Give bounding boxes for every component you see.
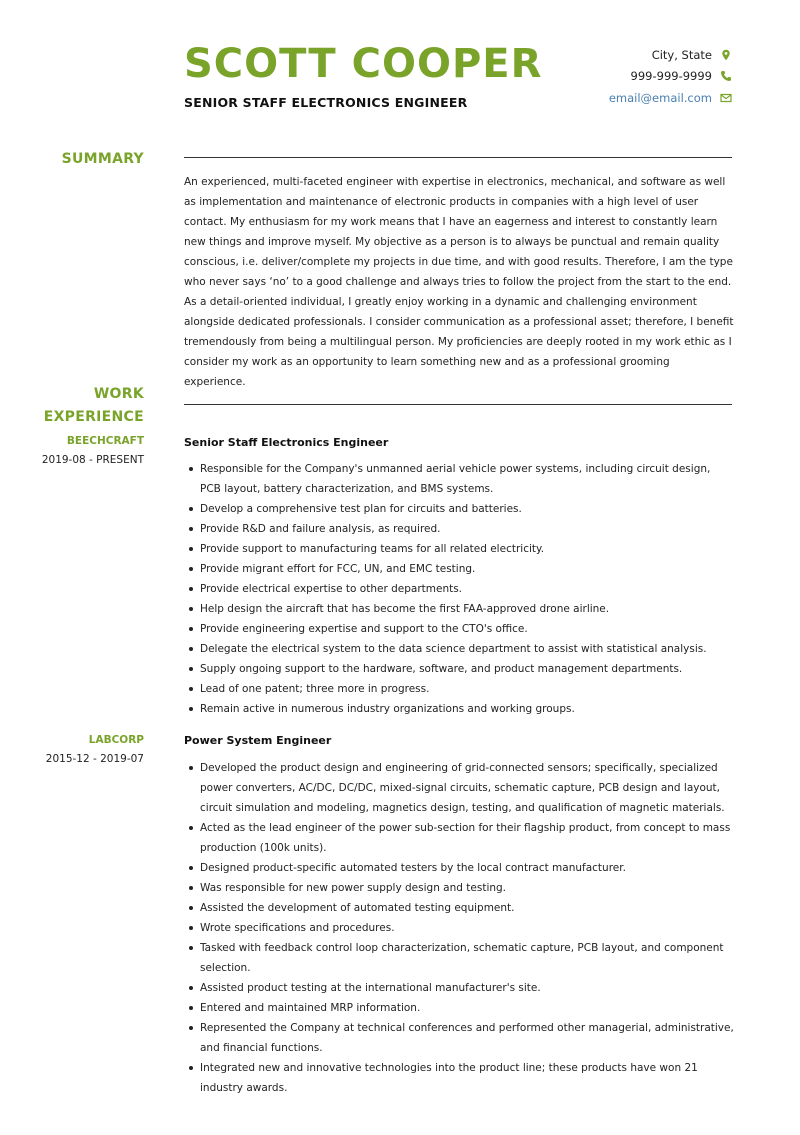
summary-heading: SUMMARY: [61, 151, 144, 167]
job-bullet: Provide R&D and failure analysis, as required.: [184, 519, 734, 539]
job-bullet: Supply ongoing support to the hardware, software, and product management departments.: [184, 659, 734, 679]
candidate-title: SENIOR STAFF ELECTRONICS ENGINEER: [184, 95, 468, 110]
job-bullet: Entered and maintained MRP information.: [184, 998, 734, 1018]
phone-text: 999-999-9999: [630, 69, 712, 84]
job-bullet: Developed the product design and engineering of grid-connected sensors; specifically, specialized power converters, AC/DC, DC/DC, mixed-signal circuits, schematic capture, PCB design and layout, circuit simulation and modeling, magnetics design, testing, and qualification of magnetic materials.: [184, 758, 734, 818]
job-dates: 2019-08 - PRESENT: [41, 454, 144, 466]
experience-heading-line2: EXPERIENCE: [43, 409, 144, 425]
job-bullet: Assisted the development of automated testing equipment.: [184, 898, 734, 918]
job-bullet: Provide migrant effort for FCC, UN, and EMC testing.: [184, 559, 734, 579]
job-bullet: Integrated new and innovative technologies into the product line; these products have won 21 industry awards.: [184, 1058, 734, 1098]
candidate-name: SCOTT COOPER: [184, 41, 543, 87]
job-bullet: Lead of one patent; three more in progress.: [184, 679, 734, 699]
job-bullet-list: [184, 459, 734, 719]
experience-heading: [30, 383, 144, 429]
job-bullet: Designed product-specific automated testers by the local contract manufacturer.: [184, 858, 734, 878]
contact-phone: [472, 66, 732, 88]
map-pin-icon: [720, 49, 732, 61]
phone-icon: [720, 70, 732, 82]
job-bullet: Provide support to manufacturing teams for all related electricity.: [184, 539, 734, 559]
contact-location: [472, 44, 732, 66]
summary-text: An experienced, multi-faceted engineer with expertise in electronics, mechanical, and software as well as implementation and maintenance of electronic products in companies with a high level of user contact. My enthusiasm for my work means that I have an eagerness and interest to constantly learn new things and improve myself. My objective as a person is to always be punctual and remain quality conscious, i.e. deliver/complete my projects in due time, and with good results. Therefore, I am the type who never says ‘no’ to a good challenge and always tries to follow the project from the start to the end. As a detail-oriented individual, I greatly enjoy working in a dynamic and challenging environment alongside dedicated professionals. I consider communication as a professional asset; therefore, I benefit tremendously from being a multilingual person. My proficiencies are deeply rooted in my work ethic as I consider my work as an opportunity to learn something new and as a professional grooming experience.: [184, 176, 734, 388]
job-position: Power System Engineer: [184, 734, 332, 747]
experience-heading-line1: WORK: [93, 386, 144, 402]
job-bullet: Wrote specifications and procedures.: [184, 918, 734, 938]
job-bullet: Help design the aircraft that has become the first FAA-approved drone airline.: [184, 599, 734, 619]
contact-block: [472, 44, 732, 109]
job-bullet: Provide electrical expertise to other departments.: [184, 579, 734, 599]
job-bullet: Tasked with feedback control loop characterization, schematic capture, PCB layout, and component selection.: [184, 938, 734, 978]
job-bullet: Provide engineering expertise and support to the CTO's office.: [184, 619, 734, 639]
job-bullet: Delegate the electrical system to the data science department to assist with statistical analysis.: [184, 639, 734, 659]
job-bullet: Acted as the lead engineer of the power sub-section for their flagship product, from concept to mass production (100k units).: [184, 818, 734, 858]
job-company: BEECHCRAFT: [66, 435, 144, 447]
job-company: LABCORP: [88, 734, 144, 746]
job-dates: 2015-12 - 2019-07: [45, 753, 144, 765]
summary-divider: [184, 157, 732, 158]
envelope-icon: [720, 92, 732, 104]
job-bullet: Develop a comprehensive test plan for circuits and batteries.: [184, 499, 734, 519]
experience-divider: [184, 404, 732, 405]
job-bullet: Responsible for the Company's unmanned aerial vehicle power systems, including circuit design, PCB layout, battery characterization, and BMS systems.: [184, 459, 734, 499]
job-bullet: Assisted product testing at the international manufacturer's site.: [184, 978, 734, 998]
location-text: City, State: [651, 47, 712, 62]
job-bullet: Represented the Company at technical conferences and performed other managerial, administrative, and financial functions.: [184, 1018, 734, 1058]
job-bullet-list: [184, 758, 734, 1098]
job-position: Senior Staff Electronics Engineer: [184, 436, 389, 449]
job-bullet: Was responsible for new power supply design and testing.: [184, 878, 734, 898]
job-bullet: Remain active in numerous industry organizations and working groups.: [184, 699, 734, 719]
contact-email[interactable]: [472, 87, 732, 109]
email-link[interactable]: email@email.com: [608, 90, 712, 105]
